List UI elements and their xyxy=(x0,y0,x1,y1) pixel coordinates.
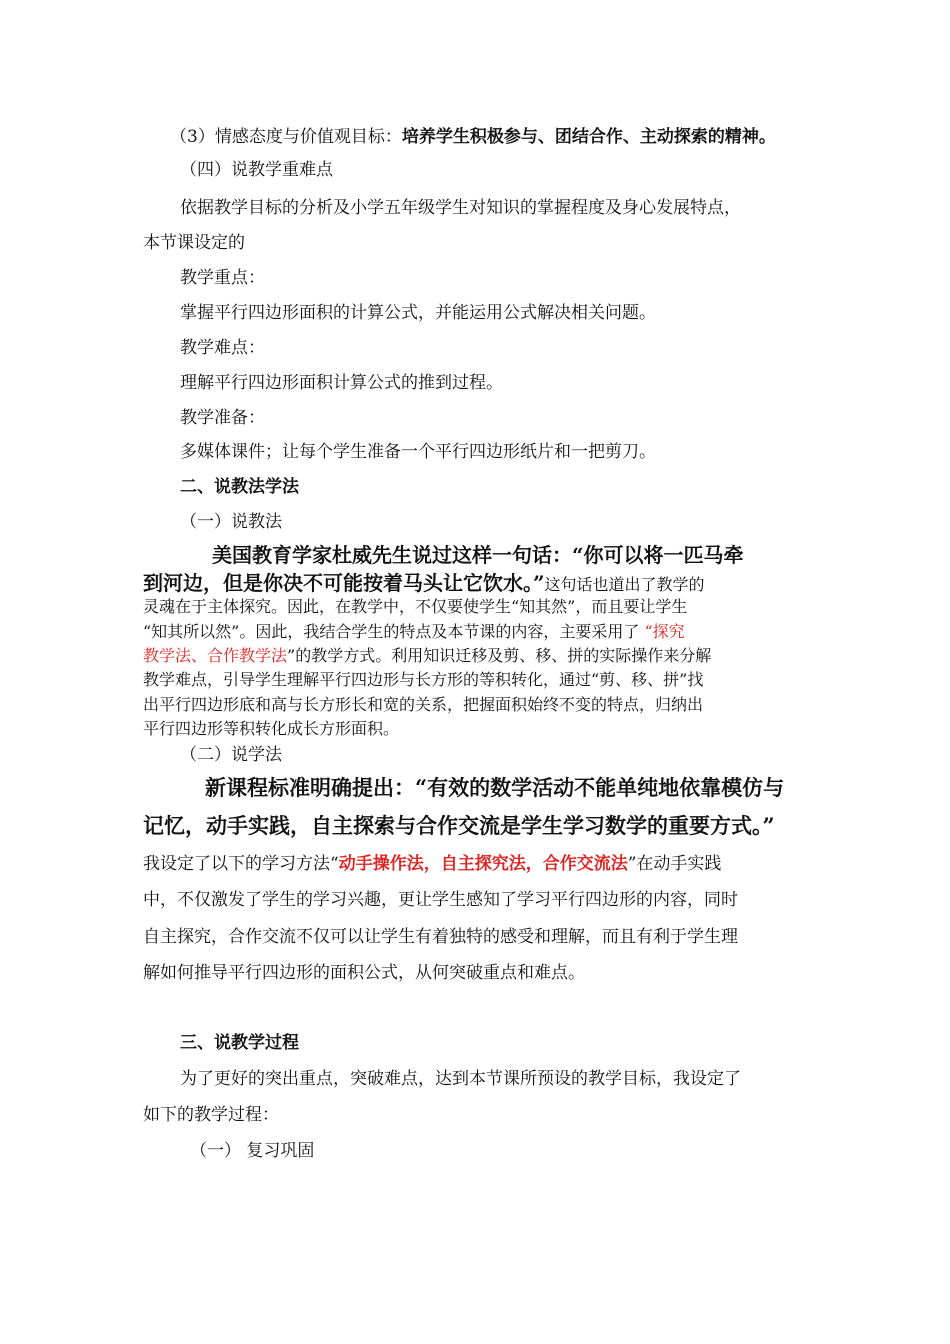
quote1-line2-bold: 到河边，但是你决不可能按着马头让它饮水。” xyxy=(143,571,545,595)
method-line7: 出平行四边形底和高与长方形长和宽的关系，把握面积始终不变的特点，归纳出 xyxy=(143,695,704,714)
method-line6: 教学难点，引导学生理解平行四边形与长方形的等积转化，通过“剪、移、拼”找 xyxy=(143,670,704,689)
study-line3-text-a: 我设定了以下的学习方法“ xyxy=(143,854,339,874)
method-line4 xyxy=(143,621,685,643)
method-line8: 平行四边形等积转化成长方形面积。 xyxy=(143,719,400,738)
goal3-bold-text: 培养学生积极参与、团结合作、主动探索的精神。 xyxy=(401,127,776,147)
method-line5-text: ”的教学方式。利用知识迁移及剪、移、拼的实际操作来分解 xyxy=(287,646,712,665)
study-line5: 自主探究，合作交流不仅可以让学生有着独特的感受和理解，而且有利于学生理 xyxy=(143,927,738,947)
difficulty-label: 教学难点： xyxy=(180,338,265,358)
sec4-paragraph-line2: 本节课设定的 xyxy=(143,233,245,253)
difficulty-text: 理解平行四边形面积计算公式的推到过程。 xyxy=(180,373,503,393)
goal3-line xyxy=(170,126,776,148)
preparation-text: 多媒体课件；让每个学生准备一个平行四边形纸片和一把剪刀。 xyxy=(180,442,656,462)
study-line3-red: 动手操作法，自主探究法，合作交流法 xyxy=(338,854,628,874)
method-heading: （一）说教法 xyxy=(180,512,282,532)
quote1-line2 xyxy=(143,570,705,596)
part2-heading: 二、说教法学法 xyxy=(180,477,299,497)
quote1-line1: 美国教育学家杜威先生说过这样一句话：“你可以将一匹马牵 xyxy=(212,543,744,567)
quote1-line2-rest: 这句话也道出了教学的 xyxy=(544,575,705,594)
study-heading: （二）说学法 xyxy=(180,745,282,765)
method-line5-red: 教学法、合作教学法 xyxy=(143,646,288,665)
study-line6: 解如何推导平行四边形的面积公式，从何突破重点和难点。 xyxy=(143,963,585,983)
goal3-prefix: （3）情感态度与价值观目标： xyxy=(170,127,402,147)
quote2-line1: 新课程标准明确提出：“有效的数学活动不能单纯地依靠模仿与 xyxy=(205,775,785,800)
study-line3-text-b: ”在动手实践 xyxy=(627,854,722,874)
study-line4: 中，不仅激发了学生的学习兴趣，更让学生感知了学习平行四边形的内容，同时 xyxy=(143,890,738,910)
method-line4-text: “知其所以然”。因此，我结合学生的特点及本节课的内容，主要采用了 xyxy=(143,622,645,641)
sec4-paragraph-line1: 依据教学目标的分析及小学五年级学生对知识的掌握程度及身心发展特点， xyxy=(180,198,741,218)
process-line1: 为了更好的突出重点，突破难点，达到本节课所预设的教学目标，我设定了 xyxy=(180,1069,741,1089)
method-line4-red: “探究 xyxy=(644,622,685,641)
method-line5 xyxy=(143,645,711,667)
method-line3: 灵魂在于主体探究。因此，在教学中，不仅要使学生“知其然”，而且要让学生 xyxy=(143,597,688,616)
preparation-label: 教学准备： xyxy=(180,408,265,428)
part3-heading: 三、说教学过程 xyxy=(180,1033,299,1053)
review-heading: （一） 复习巩固 xyxy=(190,1141,315,1161)
key-point-label: 教学重点： xyxy=(180,268,265,288)
section4-heading: （四）说教学重难点 xyxy=(180,160,333,180)
key-point-text: 掌握平行四边形面积的计算公式，并能运用公式解决相关问题。 xyxy=(180,303,656,323)
process-line2: 如下的教学过程： xyxy=(143,1105,279,1125)
study-line3 xyxy=(143,853,721,875)
quote2-line2: 记忆，动手实践，自主探索与合作交流是学生学习数学的重要方式。” xyxy=(143,813,775,838)
